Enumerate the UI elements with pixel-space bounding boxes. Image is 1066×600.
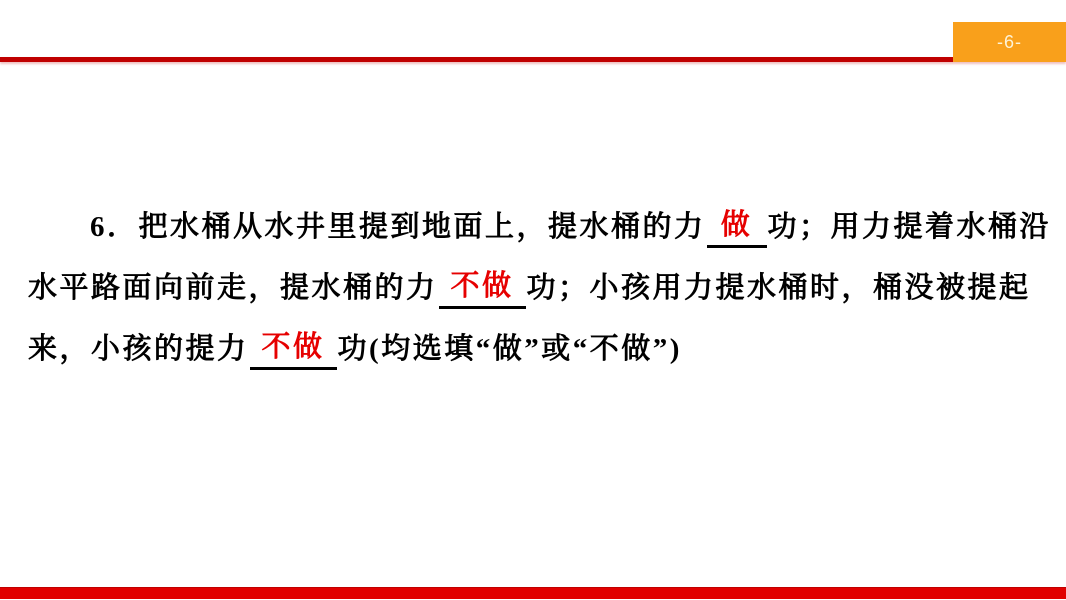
line2-pre-text: 水平路面向前走，提水桶的力: [28, 272, 438, 304]
bottom-rule: [0, 587, 1066, 599]
question-line-1: [28, 197, 1052, 258]
answer-blank-1: [707, 209, 767, 248]
question-line-2: [28, 258, 1042, 319]
line3-post-text: 功(均选填“做”或“不做”): [337, 333, 682, 365]
line3-pre-text: 来，小孩的提力: [28, 333, 249, 365]
answer-blank-3: [250, 331, 337, 370]
answer-text-1: 做: [720, 209, 753, 241]
line1-pre-text: 6．把水桶从水井里提到地面上，提水桶的力: [90, 211, 706, 243]
page-number-label: -6-: [997, 31, 1022, 52]
line2-post-text: 功；小孩用力提水桶时，桶没被提起: [526, 272, 1031, 304]
line1-post-text: 功；用力提着水桶沿: [767, 211, 1052, 243]
page-number-badge: [953, 22, 1066, 62]
top-rule: [0, 57, 1066, 62]
answer-text-3: 不做: [261, 331, 325, 363]
answer-blank-2: [439, 270, 526, 309]
question-text: [28, 197, 1052, 380]
answer-text-2: 不做: [450, 270, 514, 302]
question-line-3: [28, 319, 1042, 380]
